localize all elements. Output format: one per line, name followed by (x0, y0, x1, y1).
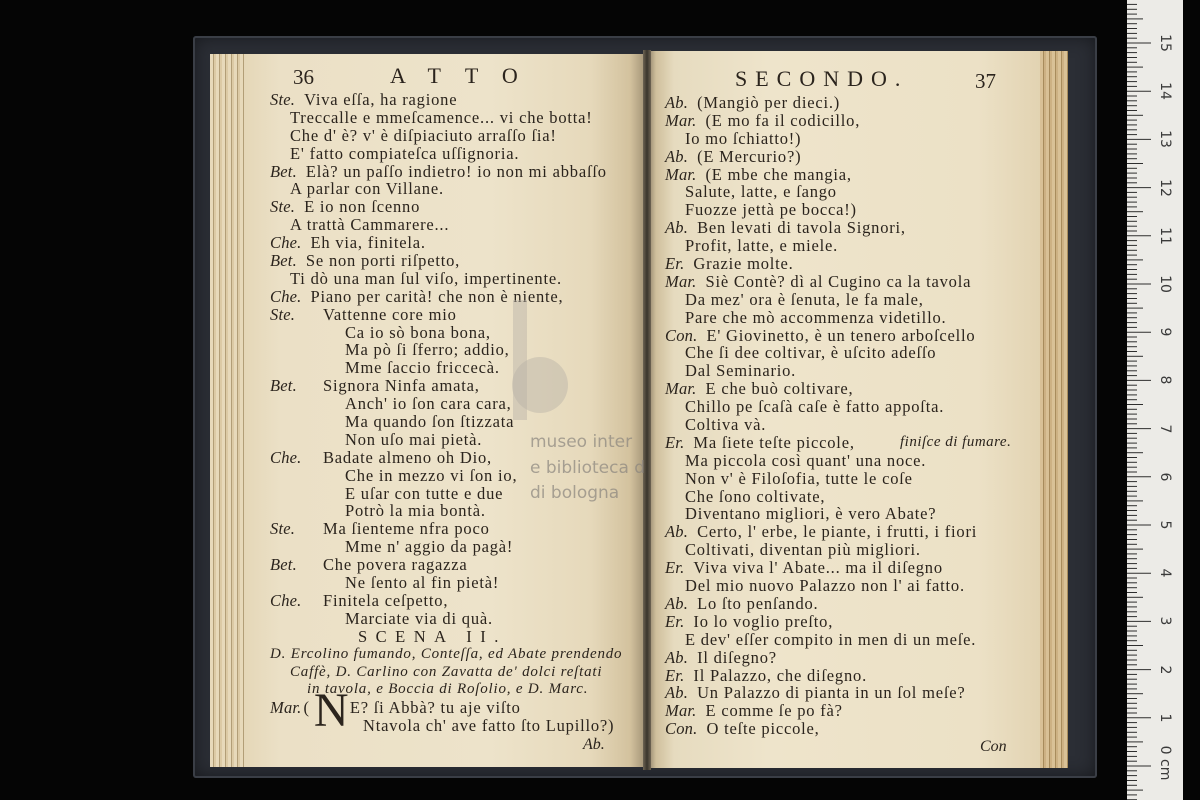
verse-line (270, 198, 622, 216)
page-edges (1040, 51, 1068, 768)
line-text: Ca io sò bona bona, (345, 322, 491, 342)
verse-line (665, 380, 977, 398)
verse-line (665, 416, 977, 434)
verse-line (665, 613, 977, 631)
line-text: Grazie molte. (693, 254, 794, 274)
verse-line (665, 183, 977, 201)
line-text: Vattenne core mio (323, 304, 457, 324)
verse-line (665, 94, 977, 112)
speaker-label: Mar. (665, 379, 697, 399)
verse-line (270, 574, 622, 592)
verse-line (665, 201, 977, 219)
line-text: Finitela ceſpetto, (323, 590, 449, 610)
line-text: Viva viva l' Abate... ma il diſegno (693, 558, 943, 578)
stage-note: finiſce di fumare. (900, 433, 1012, 450)
line-text: (E mbe che mangia, (705, 164, 852, 184)
speaker-label: Ab. (665, 218, 689, 238)
line-text: Ti dò una man ſul viſo, impertinente. (290, 268, 562, 288)
right-page (648, 51, 1068, 768)
speaker-label: Mar. (665, 271, 697, 291)
line-text: Non v' è Filoſofia, tutte le coſe (685, 468, 913, 488)
line-text: in tavola, e Boccia di Roſolio, e D. Marc. (307, 681, 589, 698)
line-text: Diventano migliori, è vero Abate? (685, 504, 937, 524)
verse-line (665, 309, 977, 327)
verse-line (270, 538, 622, 556)
verse-line (665, 667, 977, 685)
line-text: Lo ſto penſando. (697, 593, 819, 613)
page-number: 36 (293, 65, 314, 89)
verse-line (665, 219, 977, 237)
line-text: A parlar con Villane. (290, 179, 444, 199)
verse-line (270, 234, 622, 252)
ruler-label: 4 (1157, 568, 1173, 578)
ruler-label: 9 (1157, 327, 1173, 337)
verse-line (665, 631, 977, 649)
line-text: Coltiva và. (685, 415, 767, 435)
line-text: (E Mercurio?) (697, 146, 802, 166)
speaker-label: Con. (665, 719, 698, 739)
line-text: Ma ſienteme nfra poco (323, 519, 490, 539)
line-text: E che buò coltivare, (705, 379, 854, 399)
line-text: Io lo voglio preſto, (693, 611, 834, 631)
speaker-label: Ab. (665, 647, 689, 667)
speaker-label: Ab. (665, 683, 689, 703)
verse-line (665, 112, 977, 130)
ruler-ticks (1127, 0, 1183, 800)
line-text: Pare che mò accommenza videtillo. (685, 307, 947, 327)
verse-line (270, 180, 622, 198)
line-text: E uſar con tutte e due (345, 483, 504, 503)
verse-line (665, 344, 977, 362)
line-text: Coltivati, diventan più migliori. (685, 540, 921, 560)
line-text: E' fatto compiateſca uſſignoria. (290, 143, 520, 163)
ruler-label: 5 (1157, 520, 1173, 530)
line-text: Siè Contè? dì al Cugino ca la tavola (705, 271, 972, 291)
verse-line (270, 163, 622, 181)
ruler-label: 3 (1157, 616, 1173, 626)
verse-line (270, 592, 622, 610)
verse-line (665, 291, 977, 309)
verse-line (665, 148, 977, 166)
ruler-label: 1 (1157, 713, 1173, 723)
ruler-label: 12 (1157, 178, 1173, 197)
line-text: Eh via, finitela. (310, 233, 426, 253)
ruler-label: 13 (1157, 130, 1173, 149)
watermark-line: di bologna (530, 483, 620, 503)
line-text: D. Ercolino fumando, Conteſſa, ed Abate prendendo (270, 645, 623, 662)
verse-line (665, 432, 1012, 452)
ruler-label: 6 (1157, 472, 1173, 482)
line-text: Dal Seminario. (685, 361, 797, 381)
speaker-label: Er. (665, 254, 685, 274)
line-text: Anch' io ſon cara cara, (345, 394, 512, 414)
verse-line (270, 109, 622, 127)
line-text: Profit, latte, e miele. (685, 236, 839, 256)
catchword: Con (980, 738, 1007, 755)
ruler-label: 0 cm (1157, 745, 1173, 781)
verse-line (665, 488, 977, 506)
speaker-label: Ste. (270, 304, 296, 324)
verse-line (665, 470, 977, 488)
page-edges (210, 54, 244, 767)
verse-line (270, 145, 622, 163)
line-text: Che ſi dee coltivar, è uſcito adeſſo (685, 343, 937, 363)
verse-line (665, 702, 977, 720)
speaker-label: Ab. (665, 93, 689, 112)
line-text: Potrò la mia bontà. (345, 501, 486, 521)
line-text: (Mangiò per dieci.) (697, 93, 841, 112)
line-text: Ne ſento al fin pietà! (345, 573, 500, 593)
running-head: ATTO (390, 63, 542, 88)
verse-line (665, 327, 977, 345)
line-text: Mme n' aggio da pagà! (345, 537, 514, 557)
line-text: Ben levati di tavola Signori, (697, 218, 906, 238)
verse-line (665, 273, 977, 291)
line-text: Io mo ſchiatto!) (685, 128, 802, 148)
line-text: Mme ſaccio friccecà. (345, 358, 500, 378)
speaker-label: Er. (665, 611, 685, 631)
verse-line (665, 130, 977, 148)
ruler-label: 8 (1157, 375, 1173, 385)
stage-direction-line (270, 664, 622, 682)
line-text: Del mio nuovo Palazzo non l' ai fatto. (685, 576, 965, 596)
line-text: E comme ſe po fà? (705, 701, 843, 721)
verse-line (665, 398, 977, 416)
watermark-logo (480, 290, 580, 430)
left-page (210, 54, 648, 767)
verse-line (665, 255, 977, 273)
line-text: Badate almeno oh Dio, (323, 447, 492, 467)
verse-line (665, 559, 977, 577)
verse-line (665, 595, 977, 613)
parenthesis: ( (303, 698, 310, 718)
watermark-line: museo inter (530, 432, 633, 452)
scene-heading (270, 628, 622, 646)
verse-line (270, 520, 622, 538)
catchword: Ab. (583, 736, 605, 753)
speaker-label: Mar. (665, 164, 697, 184)
stage-direction-line (270, 646, 622, 664)
line-text: (E mo fa il codicillo, (705, 110, 861, 130)
drop-cap-initial: N (313, 684, 349, 738)
right-page-text (665, 93, 1012, 739)
verse-line (270, 270, 622, 288)
verse-line (270, 556, 622, 574)
line-text: E? ſi Abbà? tu aje viſto (349, 698, 521, 718)
line-text: Un Palazzo di pianta in un ſol meſe? (697, 683, 966, 703)
verse-line (665, 684, 977, 702)
line-text: Ma ſiete teſte piccole, (693, 432, 855, 452)
speaker-label: Ab. (665, 522, 689, 542)
line-text: Marciate via di quà. (345, 608, 493, 628)
line-text: Ma quando ſon ſtizzata (345, 412, 515, 432)
speaker-label: Ste. (270, 90, 296, 109)
line-text: E' Giovinetto, è un tenero arboſcello (706, 325, 976, 345)
line-text: Che d' è? v' è diſpiaciuto arraſſo ſia! (290, 125, 557, 145)
verse-line (665, 523, 977, 541)
line-text: Caffè, D. Carlino con Zavatta de' dolci reſtati (290, 663, 603, 680)
speaker-label: Bet. (270, 161, 297, 181)
speaker-label: Er. (665, 665, 685, 685)
ruler-label: 11 (1157, 226, 1173, 245)
line-text: Certo, l' erbe, le piante, i frutti, i fiori (697, 522, 978, 542)
verse-line (270, 717, 622, 735)
line-text: Che povera ragazza (323, 555, 468, 575)
speaker-label: Mar. (665, 110, 697, 130)
ruler-label: 7 (1157, 424, 1173, 434)
verse-line (270, 610, 622, 628)
speaker-label: Ab. (665, 146, 689, 166)
line-text: Che ſono coltivate, (685, 486, 826, 506)
speaker-label: Bet. (270, 251, 297, 271)
speaker-label: Er. (665, 432, 685, 452)
line-text: Ntavola ch' ave fatto ſto Lupillo?) (363, 716, 615, 736)
line-text: Se non porti riſpetto, (305, 251, 461, 271)
speaker-label: Con. (665, 325, 698, 345)
speaker-label: Mar. (665, 701, 697, 721)
running-head: SECONDO. (735, 66, 909, 91)
drop-cap (310, 684, 350, 738)
line-text: Fuozze jettà pe bocca!) (685, 200, 857, 220)
line-text: Treccalle e mmeſcamence... vi che botta! (290, 107, 593, 127)
line-text: E io non ſcenno (304, 197, 421, 217)
verse-line (665, 649, 977, 667)
gutter-shadow (643, 50, 651, 770)
line-text: Chillo pe ſcaſà caſe è fatto appoſta. (685, 397, 945, 417)
verse-line (665, 720, 977, 738)
line-text: O teſte piccole, (706, 719, 820, 739)
speaker-label: Che. (270, 286, 302, 306)
line-text: Che in mezzo vi ſon io, (345, 465, 518, 485)
verse-line (665, 362, 977, 380)
speaker-label: Er. (665, 558, 685, 578)
speaker-label: Bet. (270, 376, 297, 396)
line-text: Salute, latte, e ſango (685, 182, 837, 202)
line-text: SCENA II. (358, 626, 507, 646)
line-text: Non uſo mai pietà. (345, 429, 483, 449)
line-text: E dev' eſſer compito in men di un meſe. (685, 629, 977, 649)
line-text: Ma piccola così quant' una noce. (685, 450, 927, 470)
speaker-label: Mar. (270, 698, 302, 718)
speaker-label: Che. (270, 233, 302, 253)
speaker-label: Che. (270, 590, 302, 610)
speaker-label: Che. (270, 447, 302, 467)
verse-line (270, 127, 622, 145)
measuring-ruler (1127, 0, 1183, 800)
line-text: Elà? un paſſo indietro! io non mi abbaſſo (305, 161, 607, 181)
line-text: Signora Ninfa amata, (323, 376, 480, 396)
verse-line (270, 91, 622, 109)
line-text: A trattà Cammarere... (290, 215, 450, 235)
speaker-label: Ste. (270, 197, 296, 217)
verse-line (665, 505, 977, 523)
line-text: Il Palazzo, che diſegno. (693, 665, 868, 685)
verse-line (270, 216, 622, 234)
verse-line (270, 252, 622, 270)
verse-line (665, 166, 977, 184)
line-text: Il diſegno? (697, 647, 777, 667)
line-text: Piano per carità! che non è niente, (310, 286, 564, 306)
ruler-label: 14 (1157, 82, 1173, 101)
speaker-label: Ste. (270, 519, 296, 539)
speaker-label: Bet. (270, 555, 297, 575)
speaker-label: Ab. (665, 593, 689, 613)
line-text: Ma pò ſi ſferro; addio, (345, 340, 510, 360)
ruler-label: 10 (1157, 275, 1173, 293)
line-text: Da mez' ora è ſenuta, le fa male, (685, 289, 924, 309)
verse-line (665, 452, 977, 470)
line-text: Viva eſſa, ha ragione (304, 90, 458, 109)
verse-line (665, 577, 977, 595)
ruler-label: 15 (1157, 34, 1173, 52)
ruler-label: 2 (1157, 665, 1173, 675)
verse-line (665, 237, 977, 255)
watermark-line: e biblioteca d (530, 457, 646, 478)
verse-line (665, 541, 977, 559)
page-number: 37 (975, 69, 996, 93)
watermark-text (530, 430, 645, 507)
